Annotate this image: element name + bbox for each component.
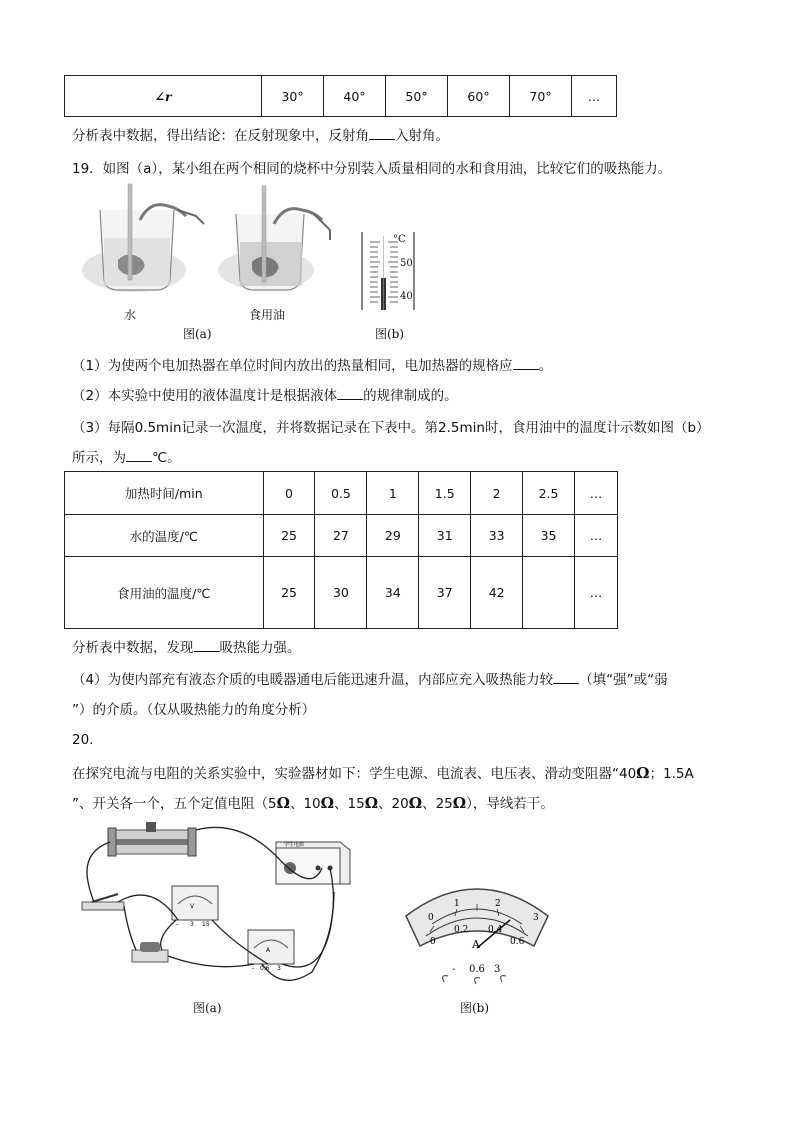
q20-line1	[72, 762, 694, 782]
figure-caption: 图(a)	[193, 1001, 222, 1015]
terminal-label: 3	[494, 964, 501, 975]
omega-symbol: Ω	[408, 794, 423, 812]
q19-intro: 19．如图（a），某小组在两个相同的烧杯中分别装入质量相同的水和食用油，比较它们的吸热能力。	[72, 161, 672, 177]
unit-label: A	[472, 938, 480, 951]
omega-symbol: Ω	[320, 794, 334, 812]
omega-symbol: Ω	[276, 794, 290, 812]
tick-label: 0	[428, 913, 434, 923]
table-cell: …	[575, 472, 618, 515]
table-cell: 25	[263, 515, 315, 557]
table-cell: 1.5	[419, 472, 471, 515]
terminal-label: -	[252, 965, 255, 972]
circuit-figure	[72, 822, 362, 994]
table-row	[65, 557, 618, 629]
figure-caption: 图(b)	[460, 1001, 490, 1015]
text: 、10	[289, 796, 321, 812]
q19-part4-line2: ”）的介质。（仅从吸热能力的角度分析）	[72, 702, 316, 718]
answer-blank	[337, 386, 363, 400]
table-cell: 37	[419, 557, 471, 629]
text: ；1.5A	[649, 766, 694, 782]
q18-conclusion	[72, 124, 449, 144]
table-cell: 27	[315, 515, 367, 557]
text: 、15	[334, 796, 365, 812]
switch-shape	[82, 894, 124, 910]
heating-data-table	[64, 471, 618, 629]
table-cell: …	[575, 557, 618, 629]
voltmeter-shape	[172, 886, 218, 928]
q20-line2	[72, 792, 554, 812]
table-cell: …	[572, 76, 617, 117]
q19-analysis	[72, 636, 301, 656]
terminal-label: -	[452, 964, 456, 975]
label-water: 水	[124, 308, 137, 322]
text: （4）为使内部充有液态介质的电暖器通电后能迅速升温，内部应充入吸热能力较	[72, 672, 554, 688]
tick-label: 0.6	[510, 937, 525, 947]
figure-caption: 图(b)	[375, 327, 405, 341]
q19-part4-line1	[72, 668, 668, 688]
table-cell: 60°	[448, 76, 510, 117]
answer-blank	[369, 126, 395, 140]
omega-symbol: Ω	[636, 764, 650, 782]
table-row	[65, 76, 617, 117]
text: 吸热能力强。	[219, 640, 301, 656]
table-cell: 0.5	[315, 472, 367, 515]
text: 所示，为	[72, 450, 126, 466]
text: （1）为使两个电加热器在单位时间内放出的热量相同，电加热器的规格应	[72, 358, 513, 374]
text: ℃。	[152, 450, 181, 466]
text: 在探究电流与电阻的关系实验中，实验器材如下：学生电源、电流表、电压表、滑动变阻器“40	[72, 766, 637, 782]
text: 入射角。	[395, 128, 449, 144]
omega-symbol: Ω	[452, 794, 467, 812]
text: 、25	[422, 796, 453, 812]
table-cell: 30	[315, 557, 367, 629]
table-header-cell: ∠r	[65, 76, 262, 117]
row-label: 加热时间/min	[65, 472, 264, 515]
figure-caption: 图(a)	[183, 327, 212, 341]
text: 的规律制成的。	[363, 388, 458, 404]
table-cell: 50°	[386, 76, 448, 117]
beakers-figure	[78, 180, 358, 340]
table-cell: 0	[263, 472, 315, 515]
answer-blank	[513, 356, 539, 370]
tick-label: 0.4	[488, 925, 503, 935]
terminal-label: 3	[277, 965, 281, 972]
table-cell: 29	[367, 515, 419, 557]
omega-symbol: Ω	[364, 794, 379, 812]
table-cell: 40°	[324, 76, 386, 117]
row-label: 水的温度/℃	[65, 515, 264, 557]
table-cell: 31	[419, 515, 471, 557]
reflection-angle-table	[64, 75, 617, 117]
table-cell: 34	[367, 557, 419, 629]
table-row	[65, 515, 618, 557]
table-cell: 33	[471, 515, 523, 557]
table-row	[65, 472, 618, 515]
unit-label: °C	[393, 234, 406, 245]
terminal-label: -	[176, 921, 179, 928]
tick-label: 50	[400, 258, 413, 269]
table-cell: 2	[471, 472, 523, 515]
terminal-label: 0.6	[469, 964, 485, 975]
tick-label: 2	[495, 899, 501, 909]
terminal-label: 0.6	[260, 965, 270, 972]
resistor-shape	[132, 942, 168, 962]
table-cell: 1	[367, 472, 419, 515]
table-cell: 35	[523, 515, 575, 557]
tick-label: 3	[533, 913, 539, 923]
q19-part2	[72, 384, 458, 404]
answer-blank	[126, 448, 152, 462]
terminal-label: 3	[190, 921, 194, 928]
table-cell: 2.5	[523, 472, 575, 515]
rheostat-shape	[108, 822, 196, 856]
table-cell: 25	[263, 557, 315, 629]
text: ），导线若干。	[466, 796, 554, 812]
table-cell: 70°	[510, 76, 572, 117]
text: （填“强”或“弱	[579, 672, 668, 688]
text: 分析表中数据，发现	[72, 640, 194, 656]
answer-blank	[553, 670, 579, 684]
tick-label: 40	[400, 291, 413, 302]
text: 、20	[378, 796, 409, 812]
row-label: 食用油的温度/℃	[65, 557, 264, 629]
text: ”、开关各一个，五个定值电阻（5	[72, 796, 277, 812]
ammeter-dial-figure	[400, 876, 554, 996]
supply-label: 学生电源	[284, 842, 305, 848]
table-cell: 30°	[262, 76, 324, 117]
terminal-label: 15	[202, 921, 210, 928]
svg-text:A: A	[266, 947, 271, 954]
q19-part1	[72, 354, 552, 374]
q19-part3-line1: （3）每隔0.5min记录一次温度，并将数据记录在下表中。第2.5min时，食用油中的温度计示数如图（b）	[72, 420, 710, 436]
svg-text:V: V	[190, 903, 195, 910]
table-cell: …	[575, 515, 618, 557]
text: （2）本实验中使用的液体温度计是根据液体	[72, 388, 338, 404]
tick-label: 1	[454, 899, 460, 909]
text: 。	[538, 358, 553, 374]
q19-part3-line2	[72, 446, 181, 466]
tick-label: 0.2	[454, 925, 469, 935]
q20-number: 20.	[72, 732, 94, 748]
tick-label: 0	[430, 937, 436, 947]
text: 分析表中数据，得出结论：在反射现象中，反射角	[72, 128, 369, 144]
answer-blank	[194, 638, 220, 652]
table-cell	[523, 557, 575, 629]
label-oil: 食用油	[249, 308, 286, 322]
table-cell: 42	[471, 557, 523, 629]
